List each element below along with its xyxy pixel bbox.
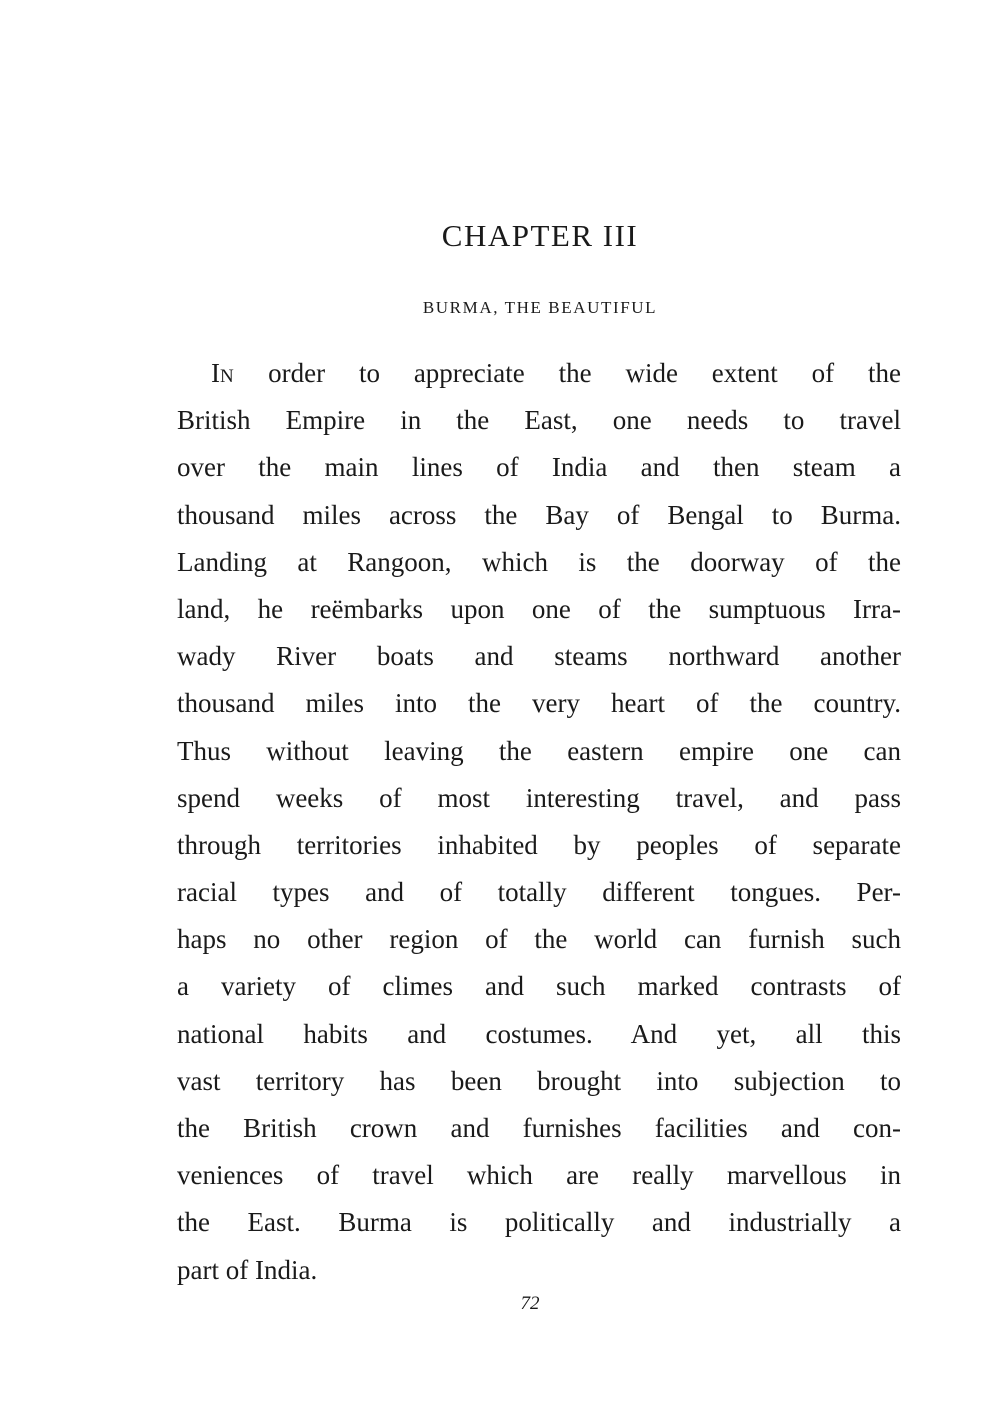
chapter-heading: CHAPTER III — [441, 218, 639, 253]
text-line: Landing at Rangoon, which is the doorway of the — [177, 546, 901, 577]
text-line: British Empire in the East, one needs to travel — [177, 405, 901, 436]
page-number: 72 — [520, 1293, 540, 1314]
text-line: thousand miles across the Bay of Bengal to Burma. — [177, 499, 901, 530]
text-line: through territories inhabited by peoples of separate — [177, 829, 901, 860]
text-line: the East. Burma is politically and industrially a — [177, 1207, 901, 1238]
chapter-subtitle: BURMA, THE BEAUTIFUL — [422, 298, 658, 317]
text-line: veniences of travel which are really marvellous in — [177, 1160, 901, 1191]
text-line — [177, 350, 901, 397]
text-line: national habits and costumes. And yet, all this — [177, 1018, 901, 1049]
body-paragraph — [177, 350, 901, 1294]
text-line: over the main lines of India and then steam a — [177, 452, 901, 483]
text-line: a variety of climes and such marked contrasts of — [177, 971, 901, 1002]
text-line: the British crown and furnishes facilities and con- — [177, 1113, 901, 1143]
text-line: land, he reëmbarks upon one of the sumptuous Irra- — [177, 593, 901, 624]
text-line: thousand miles into the very heart of the country. — [177, 688, 901, 719]
text-line: haps no other region of the world can furnish such — [177, 924, 901, 955]
text-line: racial types and of totally different tongues. Per- — [177, 877, 901, 908]
text-line: vast territory has been brought into subjection to — [177, 1065, 901, 1096]
text-line: Thus without leaving the eastern empire one can — [177, 735, 901, 766]
text-line: wady River boats and steams northward another — [177, 641, 901, 672]
text-line-content: order to appreciate the wide extent of the — [268, 358, 901, 388]
drop-cap: I — [211, 358, 220, 388]
small-cap: N — [220, 366, 235, 387]
text-line: spend weeks of most interesting travel, and pass — [177, 782, 901, 813]
text-line: part of India. — [177, 1254, 318, 1285]
